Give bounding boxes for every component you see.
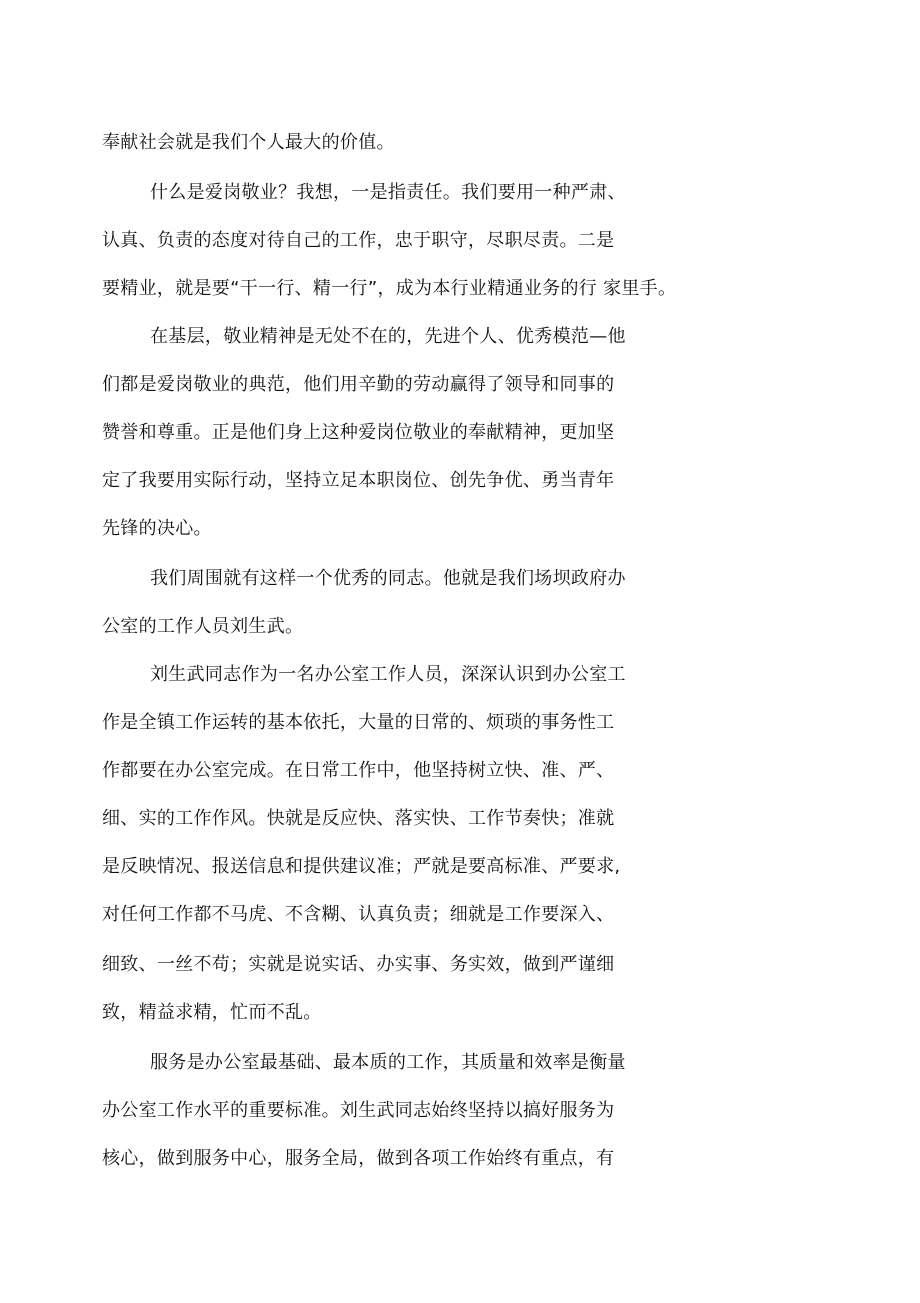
text-line: 认真、负责的态度对待自己的工作，忠于职守，尽职尽责。二是 xyxy=(102,230,615,251)
paragraph-start-line: 服务是办公室最基础、最本质的工作，其质量和效率是衡量 xyxy=(150,1052,626,1073)
paragraph-start-line: 我们周围就有这样一个优秀的同志。他就是我们场坝政府办 xyxy=(150,568,626,589)
text-line: 先锋的决心。 xyxy=(102,518,212,539)
text-line: 赞誉和尊重。正是他们身上这种爱岗位敬业的奉献精神，更加坚 xyxy=(102,422,615,443)
text-line: 作都要在办公室完成。在日常工作中，他坚持树立快、准、严、 xyxy=(102,760,615,781)
text-line: 核心，做到服务中心，服务全局，做到各项工作始终有重点，有 xyxy=(102,1148,615,1169)
text-line: 公室的工作人员刘生武。 xyxy=(102,616,304,637)
text-line: 细致、一丝不苟；实就是说实话、办实事、务实效，做到严谨细 xyxy=(102,954,615,975)
text-line: 是反映情况、报送信息和提供建议准；严就是要高标准、严要求, xyxy=(102,856,621,877)
text-line: 奉献社会就是我们个人最大的价值。 xyxy=(102,132,395,153)
text-line: 办公室工作水平的重要标准。刘生武同志始终坚持以搞好服务为 xyxy=(102,1100,615,1121)
text-line: 对任何工作都不马虎、不含糊、认真负责；细就是工作要深入、 xyxy=(102,904,615,925)
paragraph-start-line: 什么是爱岗敬业？我想，一是指责任。我们要用一种严肃、 xyxy=(150,182,626,203)
text-line: 致，精益求精，忙而不乱。 xyxy=(102,1002,322,1023)
text-line: 作是全镇工作运转的基本依托，大量的日常的、烦琐的事务性工 xyxy=(102,712,615,733)
text-line: 要精业，就是要“干一行、精一行”，成为本行业精通业务的行 家里手。 xyxy=(102,278,677,299)
text-line: 细、实的工作作风。快就是反应快、落实快、工作节奏快；准就 xyxy=(102,808,615,829)
paragraph-start-line: 在基层，敬业精神是无处不在的，先进个人、优秀模范—他 xyxy=(150,326,626,347)
paragraph-start-line: 刘生武同志作为一名办公室工作人员，深深认识到办公室工 xyxy=(150,664,626,685)
text-line: 们都是爱岗敬业的典范，他们用辛勤的劳动赢得了领导和同事的 xyxy=(102,374,615,395)
text-line: 定了我要用实际行动，坚持立足本职岗位、创先争优、勇当青年 xyxy=(102,470,615,491)
